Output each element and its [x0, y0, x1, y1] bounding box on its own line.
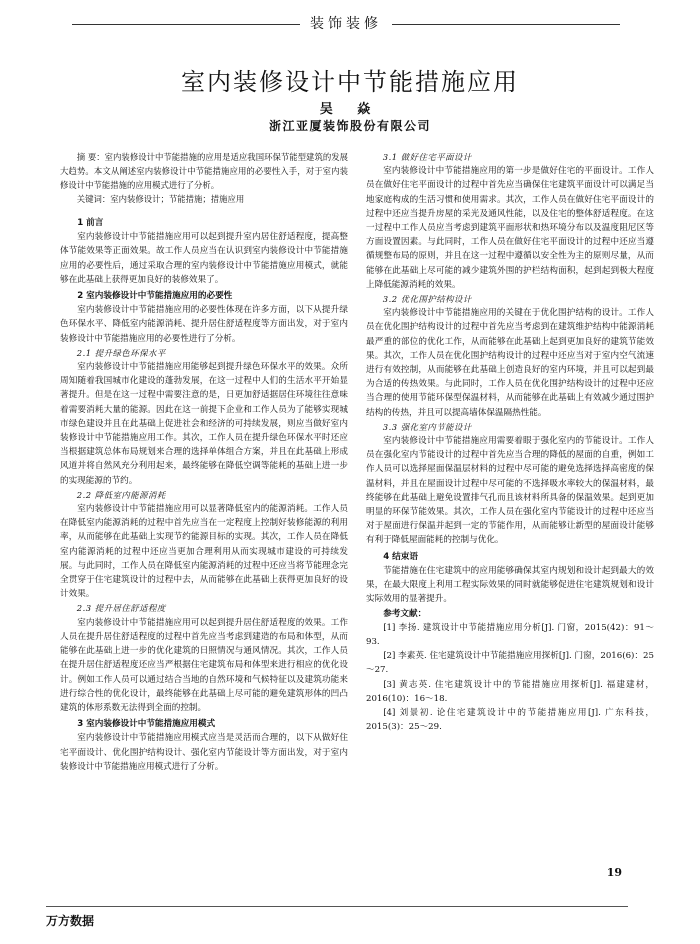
right-column	[366, 150, 654, 734]
section-3-2-heading: 3.2 优化围护结构设计	[382, 294, 472, 305]
section-2-1-paragraph: 室内装修设计中节能措施应用能够起到提升绿色环保水平的效果。众所周知随着我国城市化建设的蓬勃发展，在这一过程中人们的生活水平开始显著提升。但是在这一过程中需要注意的是，日更加舒适据居住环境往往意味着需要消耗大量的能源。因此在这一前提下企业和工作人员为了能够实现城市绿色建设并且在此基础上促进社会和经济的可持续发展，则应当做好室内装修设计中节能措施应用工作。其次，工作人员在提升绿色环保水平时还应当根据建筑总体布局规划来合理的选择单体组合方案，并且在此基础上形成风道并将自然风充分利用起来，最终能够在降低空调等能耗的基础上进一步的实现能源的节约。	[60, 362, 348, 486]
section-3-3-heading: 3.3 强化室内节能设计	[382, 421, 472, 432]
left-column	[60, 150, 348, 774]
footer-rule	[46, 906, 628, 907]
section-2-2-paragraph: 室内装修设计中节能措施应用可以显著降低室内的能源消耗。工作人员在降低室内能源消耗的过程中首先应当在一定程度上控制好装修能源的利用率，从而能够在此基础上实现节约能源目标的实现。其次，工作人员在降低室内能源消耗的过程中还应当更加合理利用从而实现城市建设的可持续发展。与此同时，工作人员在降低室内能源消耗的过程中还应当将节能理念完全贯穿于住宅建筑设计的过程中去，从而能够在此基础上获得更加良好的设计效果。	[60, 504, 348, 600]
section-3-paragraph: 室内装修设计中节能措施应用模式应当是灵活而合理的，以下从做好住宅平面设计、优化围护结构设计、强化室内节能设计等方面出发，对于室内装修设计中节能措施应用模式进行了分析。	[60, 733, 348, 772]
publisher-logo: 万方数据	[46, 914, 95, 928]
reference-item: [1] 李扬. 建筑设计中节能措施应用分析[J]. 门窗，2015(42)：91～93.	[366, 622, 654, 647]
page-number: 19	[606, 866, 622, 879]
section-3-2-paragraph: 室内装修设计中节能措施应用的关键在于优化围护结构的设计。工作人员在优化围护结构设计的过程中首先应当考虑到在建筑维护结构中能源消耗最严重的部位的优化工作，从而能够在此基础上起到更加良好的建筑节能效果。其次，工作人员在优化围护结构设计的过程中还应当对于室内空气流速进行有效控制，从而能够在此基础上创造良好的室内环境，并且可以起到最为合适的传热效果。与此同时，工作人员在优化围护结构设计的过程中还应当合理的使用节能环保型保温材料，从而能够在此基础上有效减少通过围护结构的传热，并且可以提高墙体保温隔热性能。	[366, 308, 654, 418]
article-author: 吴 焱	[319, 102, 381, 117]
section-4-paragraph: 节能措施在住宅建筑中的应用能够确保其室内规划和设计起到最大的效果，在最大限度上利用工程实际效果的同时就能够促进住宅建筑规划和设计实际效用的显著提升。	[366, 565, 654, 605]
section-3-1-heading: 3.1 做好住宅平面设计	[382, 152, 472, 162]
section-3-heading: 3 室内装修设计中节能措施应用模式	[77, 719, 216, 730]
section-3-1-paragraph: 室内装修设计中节能措施应用的第一步是做好住宅的平面设计。工作人员在做好住宅平面设计的过程中首先应当确保住宅建筑平面设计可以满足当地家庭构成的生活习惯和使用需求。其次，工作人员在做好住宅平面设计的过程中还应当提升房屋的采光及通风性能，以及住宅的整体舒适程度。在这一过程中工作人员应当考虑到建筑平面形状和热环境分布以及温度阻尼区等方面设置因素。与此同时，工作人员在做好住宅平面设计的过程中还应当遵循规整布局的原则，并且在这一过程中遵循以安全性为主的原则尽量，从而能够在此基础上尽可能的减少建筑外围的护栏结构面积，起到起到极大程度上降低能源消耗的效果。	[366, 166, 654, 290]
section-1-heading: 1 前言	[77, 218, 104, 228]
section-label: 装饰装修	[300, 14, 392, 34]
section-4-heading: 4 结束语	[383, 551, 418, 562]
section-header	[72, 14, 620, 34]
references-heading: 参考文献：	[383, 608, 427, 619]
article-title: 室内装修设计中节能措施应用	[181, 68, 519, 96]
section-3-3-paragraph: 室内装修设计中节能措施应用需要着眼于强化室内的节能设计。工作人员在强化室内节能设计的过程中首先应当合理的降低的屋面的自重，例如工作人员可以选择屋面保温层材料的过程中尽可能的避免选择选择高密度的保温材料，并且在屋面设计过程中尽可能的不选择吸水率较大的保温材料，最终能够在此基础上避免设置排气孔而且该材料所具备的保温效果。起到更加明显的环保节能效果。其次，工作人员在强化室内节能设计的过程中还应当对于屋面进行保温并起到一定的节能作用，从而能够让新型的屋面设计能够有利于降低屋面能耗的控制与优化。	[366, 436, 654, 546]
reference-item: [2] 李素英. 住宅建筑设计中节能措施应用探析[J]. 门窗，2016(6)：25～27.	[366, 651, 654, 676]
section-2-heading: 2 室内装修设计中节能措施应用的必要性	[77, 291, 233, 302]
keywords: 关键词：室内装修设计；节能措施；措施应用	[76, 194, 245, 204]
section-1-paragraph: 室内装修设计中节能措施应用可以起到提升室内居住舒适程度，提高整体节能效果等正面效果。故工作人员应当在认识到室内装修设计中节能措施应用的必要性后，通过采取合理的室内装修设计中节能措施应用模式，就能够在此基础上获得更加良好的装修效果了。	[60, 232, 348, 285]
section-2-3-heading: 2.3 提升居住舒适程度	[76, 603, 166, 614]
section-2-1-heading: 2.1 提升绿色环保水平	[76, 347, 166, 358]
section-2-3-paragraph: 室内装修设计中节能措施应用可以起到提升居住舒适程度的效果。工作人员在提升居住舒适程度的过程中首先应当考虑到建造的布局和体型，从而能够在此基础上进一步的优化建筑的日照情况与通风情况。其次，工作人员在提升居住舒适程度还应当严根据住宅建筑布局和体型来进行相应的优化设计。例如工作人员可以通过结合当地的自然环境和气候特征以及建筑功能来进行综合性的优化设计，最终能够在此基础上尽可能的避免建筑形体的凹凸建筑的体形系数无法得到全面的控制。	[60, 617, 348, 713]
reference-item: [4] 刘景初. 论住宅建筑设计中的节能措施应用[J]. 广东科技，2015(3)：25～29.	[366, 707, 654, 733]
reference-item: [3] 黄志英. 住宅建筑设计中的节能措施应用探析[J]. 福建建材，2016(10)：16～18.	[366, 679, 654, 704]
section-2-2-heading: 2.2 降低室内能源消耗	[76, 489, 166, 500]
section-2-paragraph: 室内装修设计中节能措施应用的必要性体现在许多方面，以下从提升绿色环保水平、降低室内能源消耗、提升居住舒适程度等方面出发，对于室内装修设计中节能措施应用的必要性进行了分析。	[60, 305, 348, 344]
article-affiliation: 浙江亚厦装饰股份有限公司	[268, 119, 431, 133]
abstract: 摘 要：室内装修设计中节能措施的应用是适应我国环保节能型建筑的发展大趋势。本文从阐述室内装修设计中节能措施应用的必要性入手，对于室内装修设计中节能措施的应用模式进行了分析。	[60, 152, 348, 190]
